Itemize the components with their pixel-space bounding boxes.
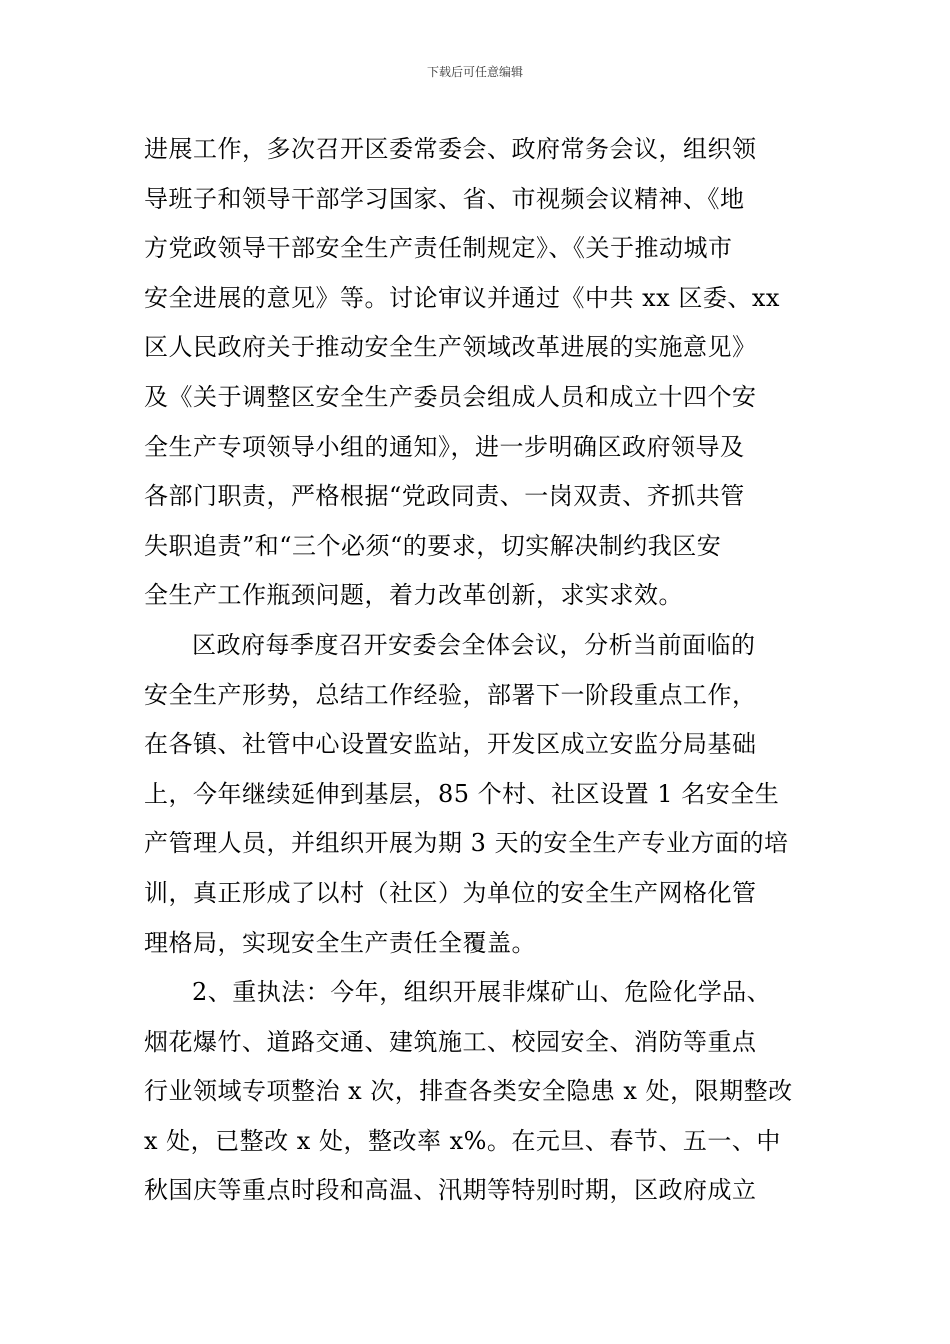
- text-line: 训，真正形成了以村（社区）为单位的安全生产网格化管: [144, 878, 757, 907]
- text-line: x 处，已整改 x 处，整改率 x%。在元旦、春节、五一、中: [144, 1126, 781, 1155]
- text-line: 安全生产形势，总结工作经验，部署下一阶段重点工作，: [144, 680, 757, 709]
- text-line: 上，今年继续延伸到基层，85 个村、社区设置 1 名安全生: [144, 779, 780, 808]
- text-line: 理格局，实现安全生产责任全覆盖。: [144, 928, 536, 957]
- text-line: 各部门职责，严格根据“党政同责、一岗双责、齐抓共管: [144, 482, 745, 511]
- paragraph-first-line: 2、重执法：今年，组织开展非煤矿山、危险化学品、: [192, 978, 772, 1007]
- text-line: 全生产专项领导小组的通知》，进一步明确区政府领导及: [144, 432, 745, 461]
- text-line: 方党政领导干部安全生产责任制规定》、《关于推动城市: [144, 234, 733, 263]
- document-body: [144, 125, 808, 1216]
- text-line: 区人民政府关于推动安全生产领域改革进展的实施意见》: [144, 333, 757, 362]
- text-line: 安全进展的意见》等。讨论审议并通过《中共 xx 区委、xx: [144, 283, 780, 312]
- text-line: 产管理人员，并组织开展为期 3 天的安全生产专业方面的培: [144, 829, 789, 858]
- text-line: 在各镇、社管中心设置安监站，开发区成立安监分局基础: [144, 730, 757, 759]
- text-line: 全生产工作瓶颈问题，着力改革创新，求实求效。: [144, 581, 683, 610]
- paragraph-first-line: 区政府每季度召开安委会全体会议，分析当前面临的: [192, 630, 756, 659]
- text-line: 行业领域专项整治 x 次，排查各类安全隐患 x 处，限期整改: [144, 1077, 793, 1106]
- text-line: 烟花爆竹、道路交通、建筑施工、校园安全、消防等重点: [144, 1027, 757, 1056]
- text-line: 导班子和领导干部学习国家、省、市视频会议精神、《地: [144, 184, 745, 213]
- text-line: 进展工作，多次召开区委常委会、政府常务会议，组织领: [144, 135, 757, 163]
- text-line: 及《关于调整区安全生产委员会组成人员和成立十四个安: [144, 382, 757, 411]
- text-line: 失职追责”和“三个必须“的要求，切实解决制约我区安: [144, 531, 722, 560]
- page-header-note: 下载后可任意编辑: [426, 65, 523, 79]
- text-line: 秋国庆等重点时段和高温、汛期等特别时期，区政府成立: [144, 1176, 757, 1205]
